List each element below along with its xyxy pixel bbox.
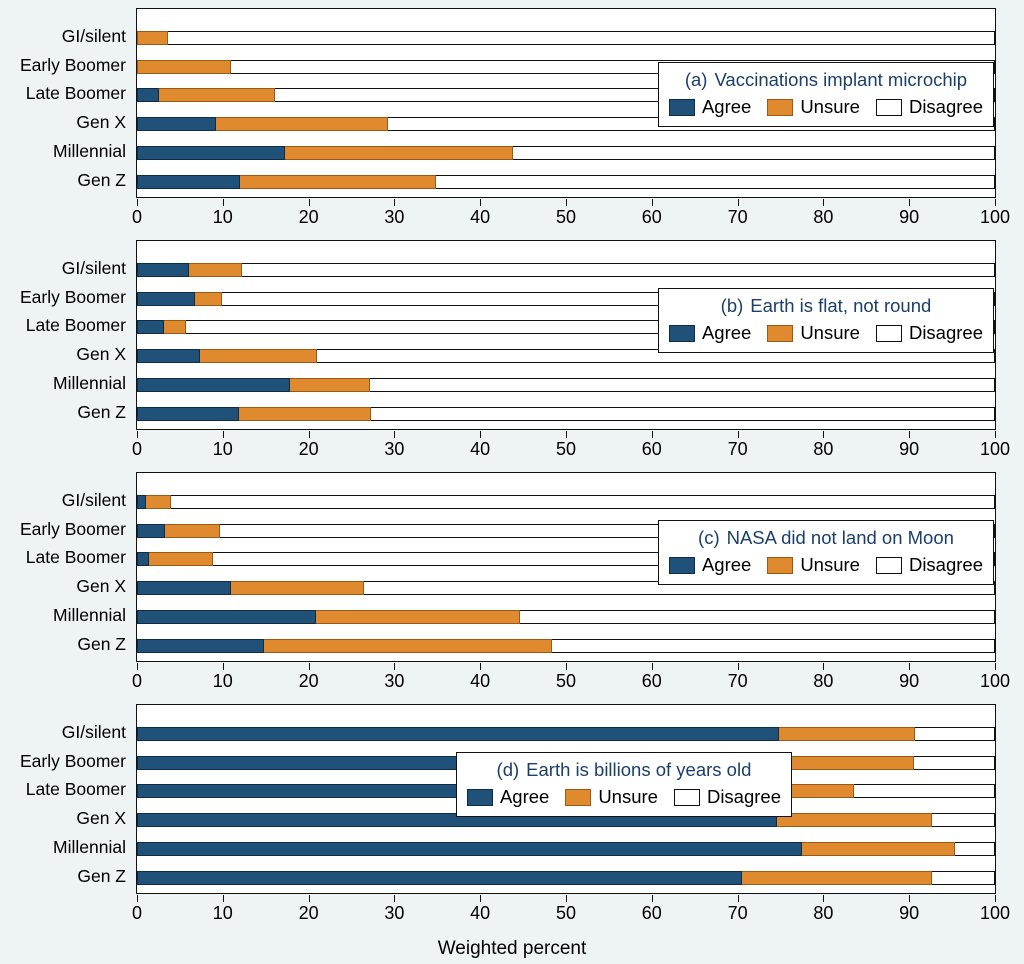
x-axis-tick-label: 20 — [298, 671, 319, 691]
x-axis-tick — [566, 895, 567, 902]
bar-row — [137, 727, 997, 741]
x-axis-tick — [309, 895, 310, 902]
bar-row — [137, 263, 997, 277]
legend-item-agree[interactable] — [669, 96, 751, 118]
chart-panel — [0, 240, 1024, 474]
x-axis-tick — [137, 431, 138, 438]
panel-label: (b) — [720, 295, 744, 316]
x-axis-tick — [394, 199, 395, 206]
legend-item-agree[interactable] — [669, 554, 751, 576]
y-axis-tick-label: Millennial — [53, 836, 126, 857]
legend-label: Disagree — [908, 322, 983, 343]
legend-swatch-unsure-icon — [767, 99, 793, 116]
x-axis-tick — [394, 663, 395, 670]
x-axis-tick-label: 50 — [555, 671, 577, 691]
panel-label: (d) — [496, 759, 520, 780]
x-axis-tick-label: 20 — [298, 207, 319, 227]
x-axis-tick — [137, 663, 138, 670]
legend-label: Unsure — [800, 322, 860, 343]
x-axis-tick — [480, 199, 481, 206]
legend-label: Agree — [701, 322, 752, 343]
x-axis-tick — [137, 895, 138, 902]
x-axis-tick — [309, 663, 310, 670]
bar-row — [137, 639, 997, 653]
x-axis-tick-label: 60 — [641, 439, 662, 459]
x-axis-tick — [995, 199, 996, 206]
x-axis-tick — [652, 199, 653, 206]
x-axis-tick — [738, 431, 739, 438]
x-axis-tick-label: 10 — [212, 671, 233, 691]
legend-items — [669, 96, 983, 118]
y-axis-tick-label: Millennial — [53, 372, 126, 393]
x-axis-tick-label: 40 — [470, 439, 491, 459]
x-axis-tick-label: 80 — [813, 207, 834, 227]
x-axis-tick — [652, 431, 653, 438]
legend-swatch-disagree-icon — [876, 99, 902, 116]
bar-row — [137, 842, 997, 856]
legend-title — [669, 527, 983, 549]
legend — [658, 520, 994, 585]
x-axis — [131, 895, 1011, 929]
y-axis-tick-label: Gen X — [76, 344, 126, 365]
y-axis-labels — [0, 8, 132, 198]
x-axis-tick-label: 100 — [979, 439, 1011, 459]
legend-swatch-unsure-icon — [767, 325, 793, 342]
x-axis-tick-label: 60 — [641, 903, 662, 923]
bar-segment-agree — [137, 378, 290, 392]
panel-title: Earth is billions of years old — [526, 759, 752, 780]
y-axis-tick-label: Gen Z — [77, 633, 126, 654]
x-axis-tick — [909, 431, 910, 438]
y-axis-tick-label: GI/silent — [61, 489, 126, 510]
panel-title: Vaccinations implant microchip — [714, 69, 968, 90]
y-axis-tick-label: GI/silent — [61, 721, 126, 742]
x-axis-tick — [480, 895, 481, 902]
legend-item-disagree[interactable] — [876, 554, 983, 576]
legend-item-unsure[interactable] — [565, 786, 658, 808]
legend-items — [467, 786, 781, 808]
y-axis-tick-label: Early Boomer — [19, 518, 126, 539]
y-axis-tick-label: Gen Z — [77, 401, 126, 422]
panel-title: Earth is flat, not round — [750, 295, 932, 316]
x-axis-tick-label: 70 — [727, 903, 748, 923]
x-axis-tick — [223, 431, 224, 438]
x-axis-tick-label: 60 — [641, 207, 662, 227]
x-axis-tick-label: 70 — [727, 439, 748, 459]
bar-segment-agree — [137, 727, 779, 741]
legend-label: Unsure — [598, 786, 658, 807]
legend-swatch-agree-icon — [669, 557, 695, 574]
legend — [456, 752, 792, 817]
x-axis-tick-label: 90 — [899, 671, 920, 691]
bar-row — [137, 175, 997, 189]
y-axis-labels — [0, 472, 132, 662]
x-axis-tick-label: 20 — [298, 439, 319, 459]
x-axis-tick-label: 100 — [979, 207, 1011, 227]
x-axis-tick-label: 0 — [131, 903, 143, 923]
x-axis-title: Weighted percent — [437, 938, 587, 959]
x-axis-tick — [566, 431, 567, 438]
x-axis-tick-label: 90 — [899, 207, 920, 227]
x-axis — [131, 199, 1011, 233]
legend-swatch-agree-icon — [467, 789, 493, 806]
y-axis-tick-label: Millennial — [53, 140, 126, 161]
legend-item-disagree[interactable] — [876, 96, 983, 118]
bar-segment-agree — [137, 320, 164, 334]
bar-segment-agree — [137, 349, 200, 363]
x-axis-tick-label: 0 — [131, 207, 143, 227]
legend-items — [669, 322, 983, 344]
bar-row — [137, 495, 997, 509]
legend-item-disagree[interactable] — [674, 786, 781, 808]
x-axis-tick — [995, 895, 996, 902]
legend-swatch-agree-icon — [669, 99, 695, 116]
x-axis-tick-label: 10 — [212, 439, 233, 459]
y-axis-tick-label: Gen X — [76, 112, 126, 133]
x-axis-tick — [309, 199, 310, 206]
x-axis-tick-label: 30 — [384, 207, 405, 227]
x-axis-tick — [480, 431, 481, 438]
y-axis-tick-label: GI/silent — [61, 257, 126, 278]
bar-segment-agree — [137, 524, 165, 538]
legend-title — [467, 759, 781, 781]
legend — [658, 288, 994, 353]
x-axis-tick-label: 90 — [899, 903, 920, 923]
x-axis-tick — [394, 895, 395, 902]
x-axis-tick-label: 30 — [384, 439, 405, 459]
bar-segment-agree — [137, 117, 216, 131]
x-axis-tick-label: 10 — [212, 207, 233, 227]
x-axis-tick-label: 50 — [555, 903, 577, 923]
legend-swatch-disagree-icon — [876, 557, 902, 574]
x-axis-tick-label: 60 — [641, 671, 662, 691]
legend — [658, 62, 994, 127]
y-axis-labels — [0, 704, 132, 894]
x-axis-tick — [223, 895, 224, 902]
x-axis-tick-label: 80 — [813, 671, 834, 691]
y-axis-tick-label: Gen Z — [77, 169, 126, 190]
y-axis-tick-label: Early Boomer — [19, 286, 126, 307]
x-axis-tick — [823, 895, 824, 902]
x-axis-tick — [652, 663, 653, 670]
legend-item-unsure[interactable] — [767, 554, 860, 576]
x-axis-tick — [823, 199, 824, 206]
x-axis-tick-label: 90 — [899, 439, 920, 459]
x-axis — [131, 663, 1011, 697]
chart-panel — [0, 704, 1024, 938]
x-axis-tick — [223, 663, 224, 670]
bar-segment-disagree — [137, 495, 995, 509]
legend-label: Disagree — [706, 786, 781, 807]
x-axis-tick — [137, 199, 138, 206]
bar-row — [137, 146, 997, 160]
x-axis-tick — [480, 663, 481, 670]
legend-label: Disagree — [908, 96, 983, 117]
bar-segment-agree — [137, 639, 264, 653]
y-axis-tick-label: GI/silent — [61, 25, 126, 46]
legend-title — [669, 295, 983, 317]
legend-item-disagree[interactable] — [876, 322, 983, 344]
legend-swatch-disagree-icon — [876, 325, 902, 342]
bar-row — [137, 378, 997, 392]
legend-swatch-agree-icon — [669, 325, 695, 342]
legend-item-unsure[interactable] — [767, 96, 860, 118]
bar-segment-agree — [137, 581, 231, 595]
legend-item-agree[interactable] — [669, 322, 751, 344]
x-axis-tick-label: 50 — [555, 207, 577, 227]
y-axis-tick-label: Millennial — [53, 604, 126, 625]
x-axis-tick — [823, 663, 824, 670]
bar-row — [137, 610, 997, 624]
x-axis-tick — [909, 895, 910, 902]
legend-label: Agree — [701, 96, 752, 117]
panel-label: (c) — [698, 527, 720, 548]
y-axis-tick-label: Late Boomer — [25, 547, 126, 568]
x-axis-tick-label: 0 — [131, 671, 143, 691]
x-axis-tick-label: 20 — [298, 903, 319, 923]
y-axis-tick-label: Early Boomer — [19, 54, 126, 75]
legend-item-unsure[interactable] — [767, 322, 860, 344]
bar-segment-disagree — [137, 263, 995, 277]
x-axis-tick — [995, 431, 996, 438]
bar-row — [137, 871, 997, 885]
x-axis-tick — [995, 663, 996, 670]
bar-segment-agree — [137, 610, 316, 624]
bar-segment-agree — [137, 407, 239, 421]
x-axis-tick-label: 100 — [979, 671, 1011, 691]
x-axis-tick-label: 70 — [727, 207, 748, 227]
x-axis-tick — [223, 199, 224, 206]
chart-panel — [0, 472, 1024, 706]
bar-segment-unsure — [137, 31, 168, 45]
x-axis-tick — [738, 199, 739, 206]
x-axis-tick — [823, 431, 824, 438]
x-axis-tick — [738, 663, 739, 670]
bar-segment-disagree — [137, 31, 995, 45]
x-axis-tick — [566, 663, 567, 670]
bar-segment-agree — [137, 842, 802, 856]
bar-segment-agree — [137, 88, 159, 102]
legend-item-agree[interactable] — [467, 786, 549, 808]
bar-row — [137, 407, 997, 421]
x-axis-tick-label: 100 — [979, 903, 1011, 923]
legend-items — [669, 554, 983, 576]
bar-row — [137, 31, 997, 45]
legend-swatch-disagree-icon — [674, 789, 700, 806]
y-axis-tick-label: Early Boomer — [19, 750, 126, 771]
x-axis-tick-label: 0 — [131, 439, 143, 459]
legend-swatch-unsure-icon — [767, 557, 793, 574]
y-axis-labels — [0, 240, 132, 430]
legend-label: Unsure — [800, 554, 860, 575]
x-axis-tick-label: 30 — [384, 903, 405, 923]
bar-segment-agree — [137, 552, 149, 566]
x-axis-tick-label: 70 — [727, 671, 748, 691]
x-axis-tick — [309, 431, 310, 438]
bar-segment-unsure — [137, 60, 231, 74]
x-axis-tick-label: 10 — [212, 903, 233, 923]
y-axis-tick-label: Gen Z — [77, 865, 126, 886]
bar-segment-agree — [137, 175, 240, 189]
y-axis-tick-label: Late Boomer — [25, 779, 126, 800]
chart-panel — [0, 8, 1024, 242]
x-axis — [131, 431, 1011, 465]
y-axis-tick-label: Late Boomer — [25, 83, 126, 104]
panel-title: NASA did not land on Moon — [726, 527, 954, 548]
x-axis-tick-label: 80 — [813, 903, 834, 923]
x-axis-tick — [652, 895, 653, 902]
x-axis-tick-label: 80 — [813, 439, 834, 459]
legend-swatch-unsure-icon — [565, 789, 591, 806]
bar-segment-agree — [137, 146, 285, 160]
panel-label: (a) — [684, 69, 708, 90]
y-axis-tick-label: Late Boomer — [25, 315, 126, 336]
bar-segment-agree — [137, 871, 742, 885]
x-axis-tick — [909, 663, 910, 670]
x-axis-tick — [566, 199, 567, 206]
legend-title — [669, 69, 983, 91]
bar-segment-agree — [137, 263, 189, 277]
x-axis-tick-label: 50 — [555, 439, 577, 459]
legend-label: Unsure — [800, 96, 860, 117]
x-axis-tick — [909, 199, 910, 206]
bar-segment-agree — [137, 292, 195, 306]
legend-label: Agree — [701, 554, 752, 575]
bar-segment-agree — [137, 495, 146, 509]
x-axis-tick-label: 30 — [384, 671, 405, 691]
x-axis-tick-label: 40 — [470, 671, 491, 691]
x-axis-tick — [738, 895, 739, 902]
x-axis-tick — [394, 431, 395, 438]
legend-label: Disagree — [908, 554, 983, 575]
x-axis-tick-label: 40 — [470, 207, 491, 227]
legend-label: Agree — [499, 786, 550, 807]
y-axis-tick-label: Gen X — [76, 808, 126, 829]
x-axis-tick-label: 40 — [470, 903, 491, 923]
y-axis-tick-label: Gen X — [76, 576, 126, 597]
